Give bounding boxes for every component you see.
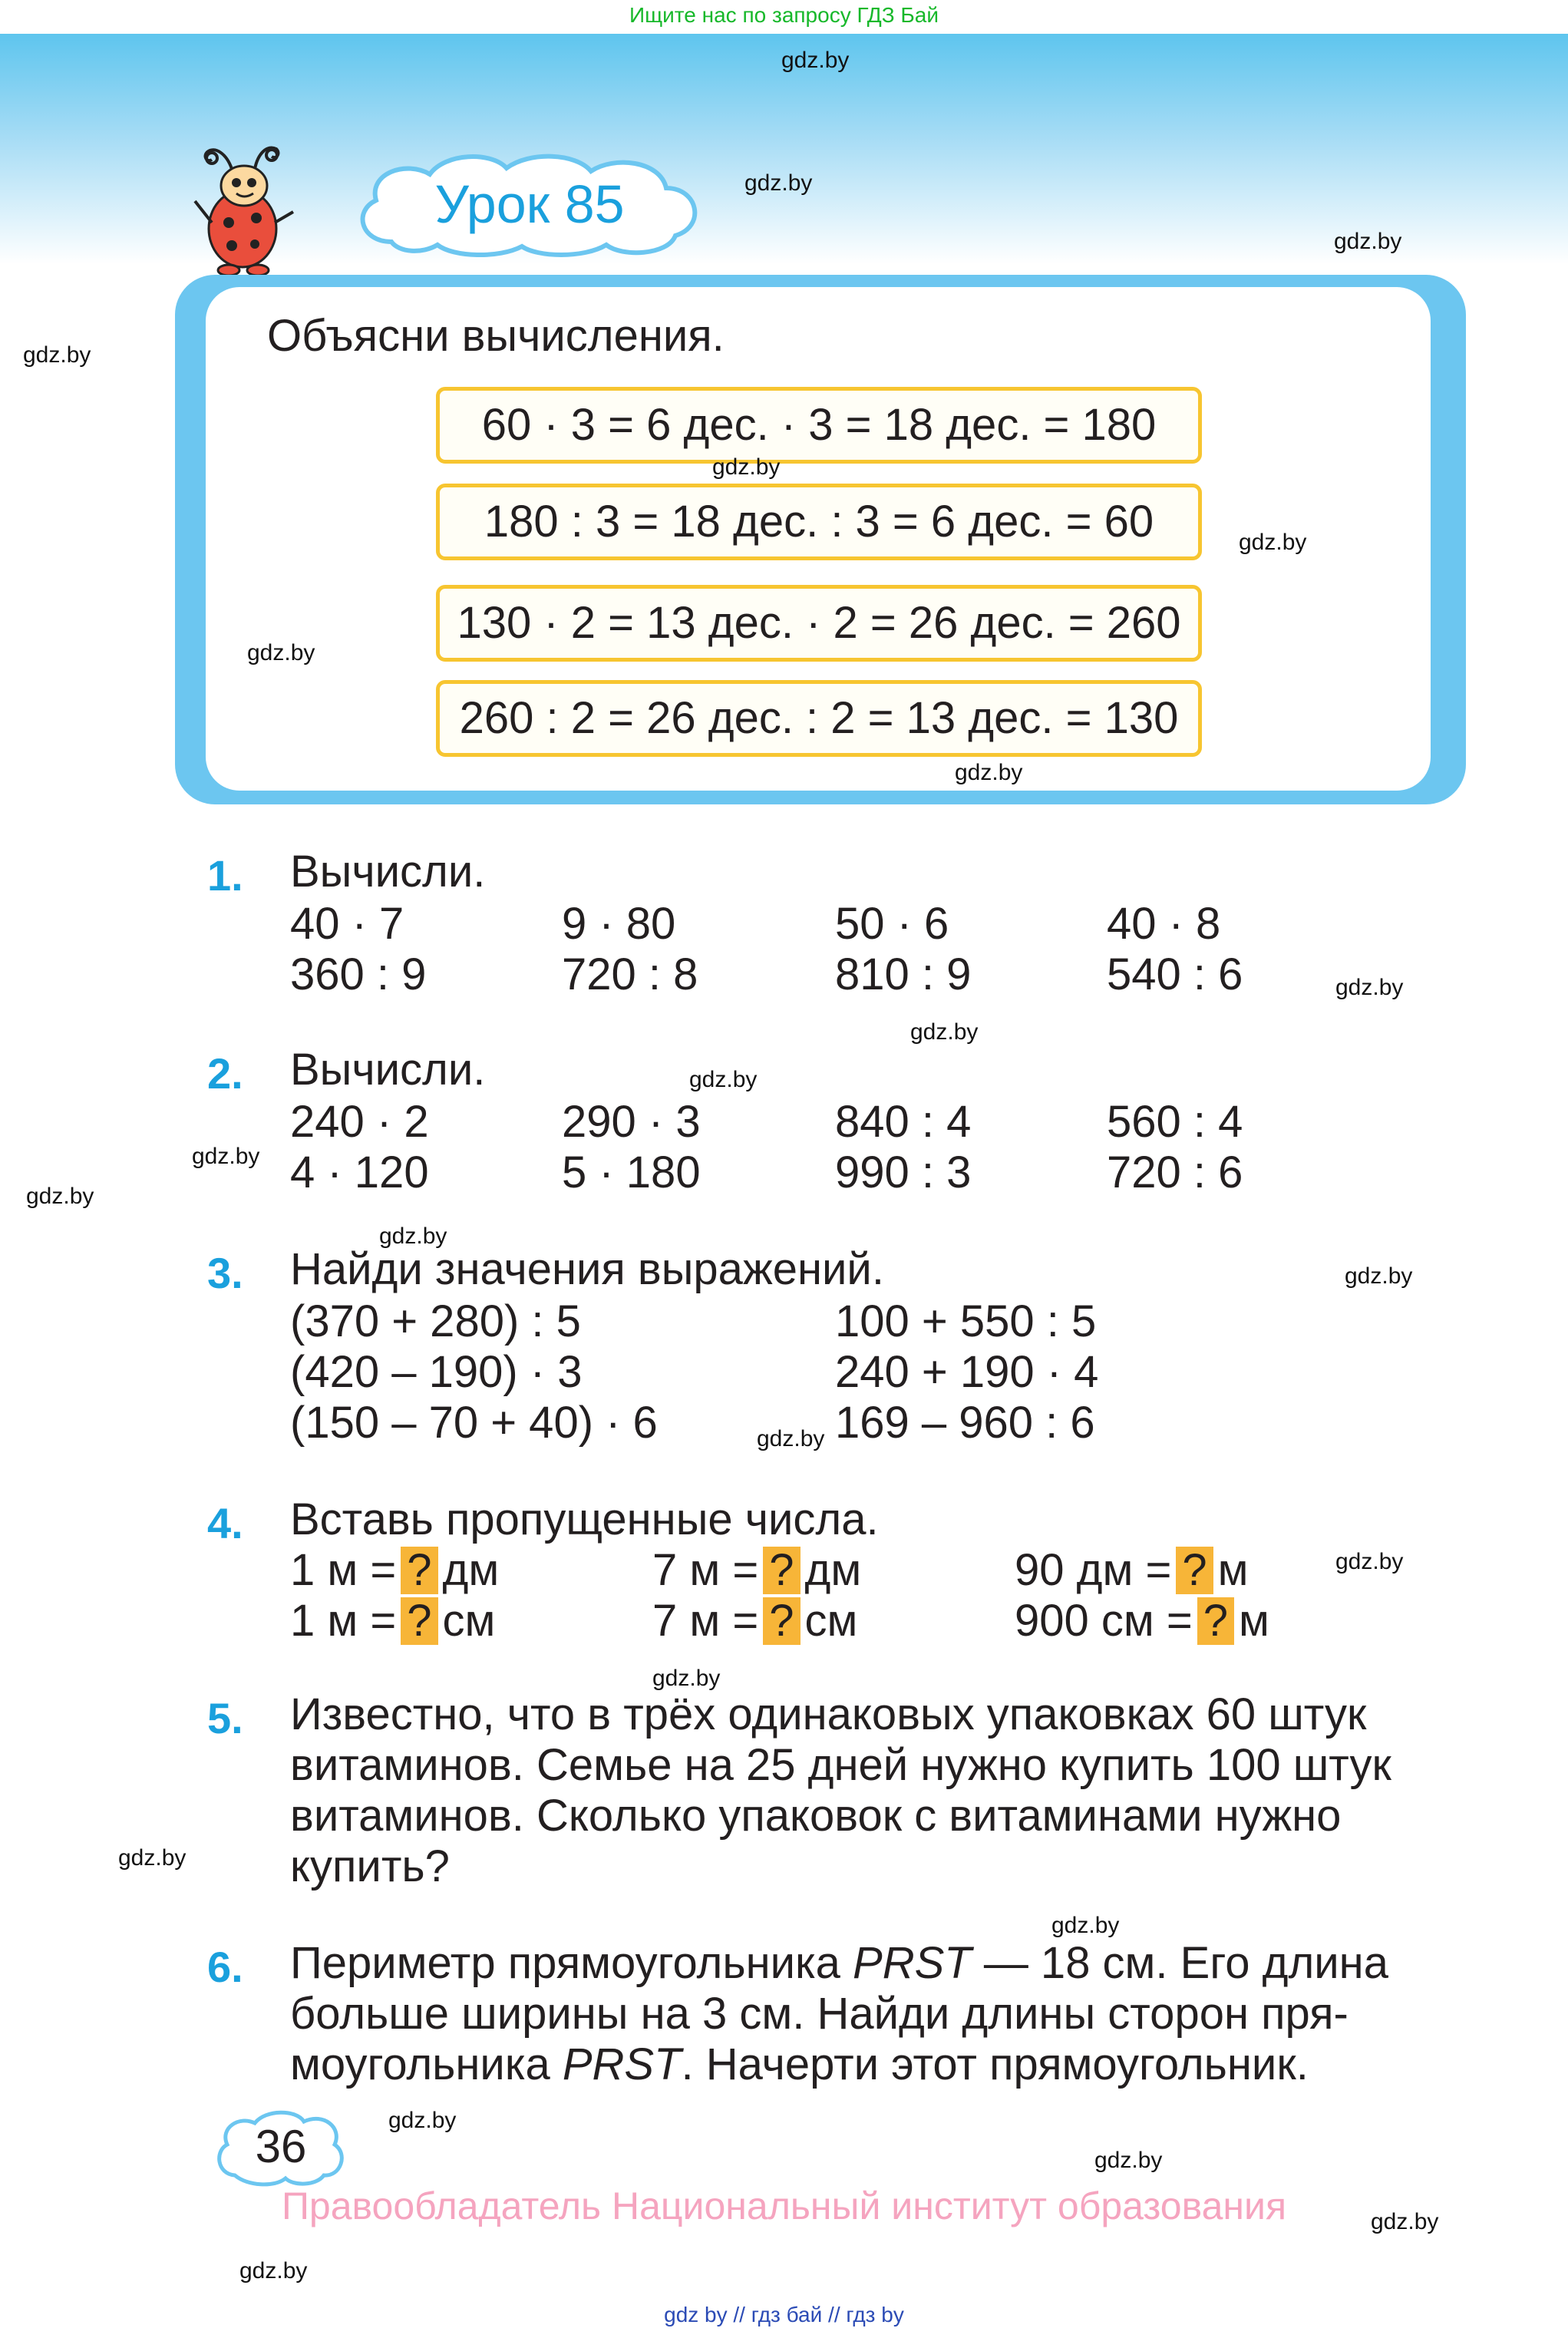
watermark: gdz.by <box>26 1184 94 1209</box>
watermark: gdz.by <box>1335 1549 1404 1574</box>
watermark: gdz.by <box>1345 1263 1413 1289</box>
task-expression: 990 : 3 <box>835 1148 972 1197</box>
missing-number-box[interactable]: ? <box>1176 1547 1213 1594</box>
task-expression: 5 · 180 <box>562 1148 701 1197</box>
conversion-item: 900 см = ? м <box>1015 1596 1269 1646</box>
task-expression: 4 · 120 <box>290 1148 429 1197</box>
task-expression: 240 · 2 <box>290 1097 429 1147</box>
watermark: gdz.by <box>1334 229 1402 254</box>
conversion-item: 90 дм = ? м <box>1015 1545 1249 1595</box>
task-expression: 560 : 4 <box>1107 1097 1243 1147</box>
watermark: gdz.by <box>1094 2148 1163 2173</box>
watermark: gdz.by <box>388 2108 457 2133</box>
ladybug-mascot-icon <box>184 138 307 280</box>
task-text-line: моугольника PRST. Начерти этот прямоугольник. <box>290 2039 1309 2089</box>
watermark: gdz.by <box>652 1666 721 1691</box>
missing-number-box[interactable]: ? <box>1197 1597 1234 1645</box>
task-text-line: больше ширины на 3 см. Найди длины сторон пря- <box>290 1989 1348 2039</box>
watermark: gdz.by <box>757 1426 825 1451</box>
explain-title: Объясни вычисления. <box>267 311 725 361</box>
footer-links[interactable]: gdz by // гдз бай // гдз by <box>664 2303 904 2326</box>
watermark: gdz.by <box>23 342 91 368</box>
task-number: 5. <box>207 1694 243 1742</box>
task-expression: 40 · 7 <box>290 899 404 949</box>
task-title: Вставь пропущенные числа. <box>290 1494 879 1544</box>
equation-box: 180 : 3 = 18 дес. : 3 = 6 дес. = 60 <box>436 484 1202 560</box>
task-text-line: купить? <box>290 1841 450 1891</box>
watermark: gdz.by <box>239 2258 308 2284</box>
watermark: gdz.by <box>712 454 781 480</box>
conversion-item: 7 м = ? дм <box>652 1545 862 1595</box>
task-number: 1. <box>207 851 243 900</box>
watermark: gdz.by <box>955 760 1023 785</box>
lesson-title-cloud <box>345 150 714 259</box>
lesson-title: Урок 85 <box>434 174 625 234</box>
page-number: 36 <box>212 2105 350 2189</box>
task-expression: 50 · 6 <box>835 899 949 949</box>
task-expression: (370 + 280) : 5 <box>290 1296 581 1346</box>
equation-box: 130 · 2 = 13 дес. · 2 = 26 дес. = 260 <box>436 585 1202 662</box>
task-expression: (420 – 190) · 3 <box>290 1347 583 1397</box>
task-expression: 290 · 3 <box>562 1097 701 1147</box>
conversion-item: 7 м = ? см <box>652 1596 858 1646</box>
task-text-line: Известно, что в трёх одинаковых упаковках 60 штук <box>290 1689 1367 1739</box>
task-title: Найди значения выражений. <box>290 1244 884 1294</box>
task-number: 6. <box>207 1943 243 1991</box>
task-expression: 810 : 9 <box>835 949 972 999</box>
watermark: gdz.by <box>910 1019 979 1045</box>
task-expression: 240 + 190 · 4 <box>835 1347 1099 1397</box>
equation-box: 60 · 3 = 6 дес. · 3 = 18 дес. = 180 <box>436 387 1202 464</box>
watermark: gdz.by <box>689 1067 758 1092</box>
watermark: gdz.by <box>379 1223 447 1249</box>
watermark: gdz.by <box>781 48 850 73</box>
task-title: Вычисли. <box>290 847 486 897</box>
conversion-item: 1 м = ? см <box>290 1596 496 1646</box>
task-expression: 40 · 8 <box>1107 899 1221 949</box>
watermark: gdz.by <box>247 640 315 665</box>
task-text-line: витаминов. Семье на 25 дней нужно купить 100 штук <box>290 1740 1391 1790</box>
missing-number-box[interactable]: ? <box>763 1547 800 1594</box>
equation-box: 260 : 2 = 26 дес. : 2 = 13 дес. = 130 <box>436 680 1202 757</box>
watermark: gdz.by <box>744 170 813 196</box>
watermark: gdz.by <box>1371 2209 1439 2234</box>
task-expression: 540 : 6 <box>1107 949 1243 999</box>
task-expression: 9 · 80 <box>562 899 676 949</box>
task-expression: (150 – 70 + 40) · 6 <box>290 1398 658 1448</box>
task-expression: 100 + 550 : 5 <box>835 1296 1097 1346</box>
top-banner[interactable]: Ищите нас по запросу ГДЗ Бай <box>0 0 1568 34</box>
watermark: gdz.by <box>192 1144 260 1169</box>
task-text-line: Периметр прямоугольника PRST — 18 см. Его длина <box>290 1938 1388 1988</box>
task-expression: 169 – 960 : 6 <box>835 1398 1095 1448</box>
missing-number-box[interactable]: ? <box>763 1597 800 1645</box>
missing-number-box[interactable]: ? <box>401 1597 437 1645</box>
task-expression: 360 : 9 <box>290 949 427 999</box>
task-number: 2. <box>207 1049 243 1098</box>
task-text-line: витаминов. Сколько упаковок с витаминами нужно <box>290 1791 1342 1841</box>
task-number: 4. <box>207 1499 243 1547</box>
watermark: gdz.by <box>1239 530 1307 555</box>
conversion-item: 1 м = ? дм <box>290 1545 500 1595</box>
task-expression: 840 : 4 <box>835 1097 972 1147</box>
task-title: Вычисли. <box>290 1045 486 1095</box>
task-expression: 720 : 8 <box>562 949 698 999</box>
task-expression: 720 : 6 <box>1107 1148 1243 1197</box>
task-number: 3. <box>207 1249 243 1297</box>
missing-number-box[interactable]: ? <box>401 1547 437 1594</box>
watermark: gdz.by <box>1335 975 1404 1000</box>
watermark: gdz.by <box>118 1845 187 1871</box>
watermark: gdz.by <box>1051 1913 1120 1938</box>
copyright-notice: Правообладатель Национальный институт образования <box>281 2184 1287 2227</box>
